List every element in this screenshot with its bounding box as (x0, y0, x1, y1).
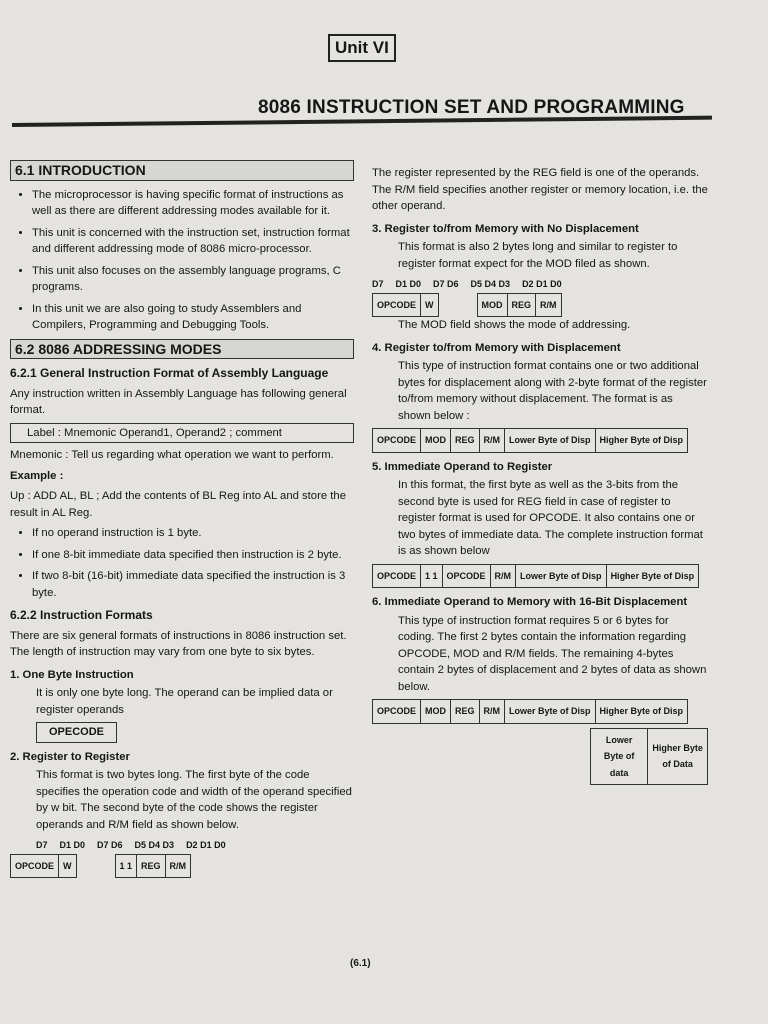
table-cell: MOD (421, 700, 451, 724)
table-cell: OPCODE (373, 293, 421, 317)
format1-text: It is only one byte long. The operand can be implied data or register operands (36, 687, 333, 716)
bit-label: D7 D6 (433, 279, 459, 289)
bit-label: D2 D1 D0 (522, 279, 562, 289)
table-cell: Higher Byte of Disp (595, 429, 688, 453)
reg-text: The register represented by the REG field is one of the operands. The R/M field specifies another register or memory location, i.e. the other operand. (372, 167, 708, 212)
intro-list (10, 187, 354, 334)
table-cell: REG (451, 429, 480, 453)
unit-label: Unit VI (328, 34, 396, 62)
format4-title: 4. Register to/from Memory with Displacement (372, 341, 621, 354)
table-cell: W (59, 854, 77, 878)
table-cell: 1 1 (115, 854, 137, 878)
bit-label: D5 D4 D3 (470, 279, 511, 289)
table-cell: Lower Byte of Disp (505, 700, 596, 724)
list-item: • If one 8-bit immediate data specified then instruction is 2 byte. (32, 547, 354, 564)
list-item: • This unit also focuses on the assembly language programs, C programs. (32, 263, 354, 296)
table-cell: Higher Byte of Data (648, 728, 708, 785)
table-cell: Lower Byte of data (591, 728, 648, 785)
table-cell: Lower Byte of Disp (516, 564, 607, 588)
table-cell: REG (137, 854, 166, 878)
table-cell: Higher Byte of Disp (595, 700, 688, 724)
format1-title: 1. One Byte Instruction (10, 668, 134, 681)
table-cell: REG (507, 293, 536, 317)
table-cell: R/M (490, 564, 516, 588)
format3-note: The MOD field shows the mode of addressing. (398, 319, 631, 331)
list-item: • This unit is concerned with the instruction set, instruction format and different addressing mode of 8086 micro-processor. (32, 225, 354, 258)
table-cell: OPCODE (373, 564, 421, 588)
format3-title: 3. Register to/from Memory with No Displacement (372, 222, 639, 235)
section-621: 6.2.1 General Instruction Format of Assembly Language (10, 366, 329, 380)
format6-table (372, 699, 688, 724)
format3-text: This format is also 2 bytes long and similar to register to register format expect for the MOD filed as shown. (398, 241, 678, 270)
right-column (372, 165, 708, 785)
bit-label: D2 D1 D0 (186, 840, 226, 850)
s622-text: There are six general formats of instructions in 8086 instruction set. The length of instruction may vary from one byte to six bytes. (10, 629, 347, 658)
format2-table (10, 854, 191, 879)
table-cell: Lower Byte of Disp (505, 429, 596, 453)
bit-label: D5 D4 D3 (134, 840, 175, 850)
s621-text: Any instruction written in Assembly Language has following general format. (10, 387, 347, 416)
table-cell: R/M (479, 700, 505, 724)
table-cell: REG (451, 700, 480, 724)
table-cell: OPCODE (442, 564, 490, 588)
format2-header (10, 837, 354, 854)
label-box: Label : Mnemonic Operand1, Operand2 ; comment (10, 423, 354, 444)
example-list (10, 525, 354, 601)
table-cell: W (421, 293, 439, 317)
format6-title: 6. Immediate Operand to Memory with 16-Bit Displacement (372, 596, 688, 608)
format3-table (372, 293, 562, 318)
table-cell: OPCODE (11, 854, 59, 878)
format3-header (372, 276, 708, 293)
list-item: • If no operand instruction is 1 byte. (32, 525, 354, 542)
format2-text: This format is two bytes long. The first byte of the code specifies the operation code and width of the operand specified by w bit. The second byte of the code shows the register operands and R/M field as shown below. (36, 769, 352, 831)
page-number: (6.1) (350, 958, 371, 969)
table-cell: MOD (421, 429, 451, 453)
list-item: • In this unit we are also going to study Assemblers and Compilers, Programming and Debugging Tools. (32, 301, 354, 334)
bit-label: D7 (36, 840, 48, 850)
example-text: Up : ADD AL, BL ; Add the contents of BL Reg into AL and store the result in AL Reg. (10, 490, 346, 519)
example-label: Example : (10, 469, 64, 482)
opecode-box: OPECODE (36, 722, 117, 743)
mnemonic-text: Mnemonic : Tell us regarding what operation we want to perform. (10, 449, 334, 461)
table-cell: R/M (479, 429, 505, 453)
intro-heading: 6.1 INTRODUCTION (10, 160, 354, 181)
list-item: • If two 8-bit (16-bit) immediate data specified the instruction is 3 byte. (32, 568, 354, 601)
chapter-title: 8086 INSTRUCTION SET AND PROGRAMMING (258, 97, 685, 118)
format5-text: In this format, the first byte as well as the 3-bits from the second byte is used for REG field in case of register to register format is used for OPCODE. It also contains one or two bytes of immediate data. The complete instruction format is as shown below (398, 479, 703, 557)
table-cell: 1 1 (421, 564, 443, 588)
format5-title: 5. Immediate Operand to Register (372, 460, 553, 473)
bit-label: D7 (372, 279, 384, 289)
section-622: 6.2.2 Instruction Formats (10, 608, 153, 622)
format6-data-table (590, 728, 708, 786)
format5-table (372, 564, 699, 589)
table-cell: MOD (477, 293, 507, 317)
modes-heading: 6.2 8086 ADDRESSING MODES (10, 339, 354, 360)
table-cell: OPCODE (373, 429, 421, 453)
format4-table (372, 428, 688, 453)
bit-label: D1 D0 (395, 279, 422, 289)
left-column (10, 158, 354, 878)
format2-title: 2. Register to Register (10, 750, 130, 763)
table-cell: OPCODE (373, 700, 421, 724)
table-cell: R/M (165, 854, 191, 878)
table-cell: R/M (536, 293, 562, 317)
table-cell: Higher Byte of Disp (606, 564, 699, 588)
bit-label: D1 D0 (59, 840, 86, 850)
bit-label: D7 D6 (97, 840, 123, 850)
list-item: • The microprocessor is having specific format of instructions as well as there are different addressing modes available for it. (32, 187, 354, 220)
format6-text: This type of instruction format requires 5 or 6 bytes for coding. The first 2 bytes contain the information regarding OPCODE, MOD and R/M fields. The remaining 4-bytes contain 2 bytes of displacement and 2 bytes of data as shown below. (398, 614, 707, 693)
format4-text: This type of instruction format contains one or two additional bytes for displacement along with 2-byte format of the register to/from memory without displacement. The format is as shown below : (398, 360, 707, 422)
